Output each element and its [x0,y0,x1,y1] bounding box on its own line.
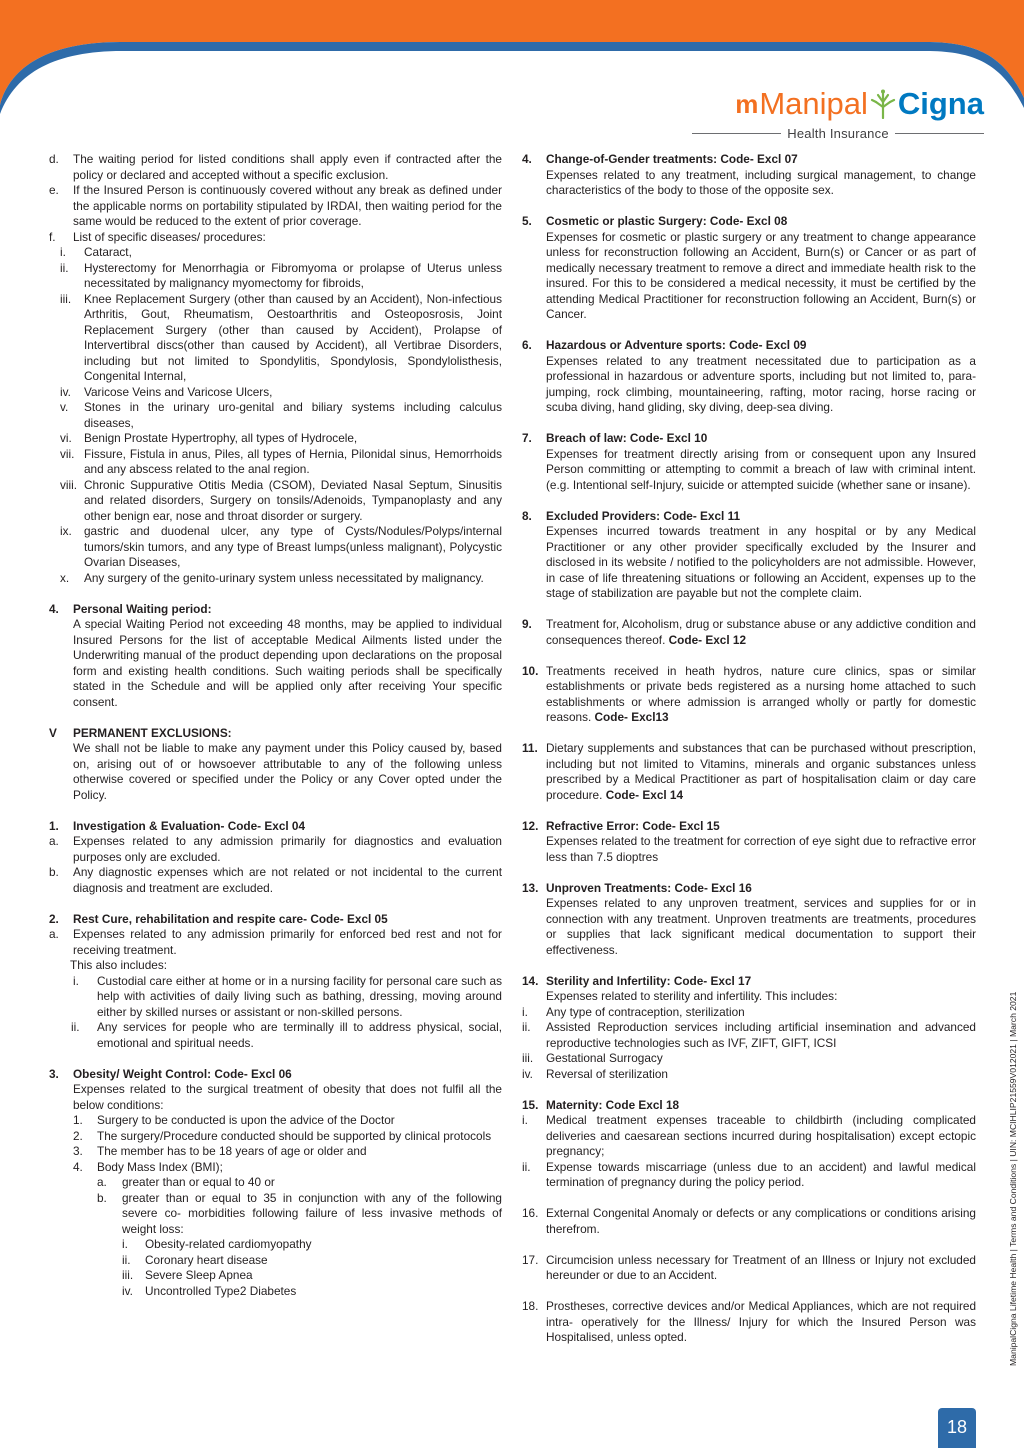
section-heading: Sterility and Infertility: Code- Excl 17 [546,973,752,988]
exclusion-5: 5. Cosmetic or plastic Surgery: Code- Excl 08 Expenses for cosmetic or plastic surgery or any treatment to change appearance unless for reconstruction following an Accident, Burn(s) or Cancer or as part of medically necessary treatment to remove a direct and immediate health risk to the insured. For this to be considered a medical necessity, it must be certified by the attending Medical Practitioner for reconstruction following an Accident, Burn(s) or Cancer. [522,214,976,321]
list-item: ii. Hysterectomy for Menorrhagia or Fibromyoma or prolapse of Uterus unless necessitated by malignancy myomectomy for fibroids, [60,260,502,290]
list-item: vii. Fissure, Fistula in anus, Piles, all types of Hernia, Pilonidal sinus, Hemorrhoids and any abscess related to the anal region. [60,446,502,476]
section-permanent-exclusions: V PERMANENT EXCLUSIONS: We shall not be liable to make any payment under this Policy caused by, based on, arising out of or howsoever attributable to any of the following unless otherwise covered or specified under the Policy or any Cover opted under the Policy. [49,725,502,802]
list-item: b. greater than or equal to 35 in conjunction with any of the following severe co- morbidities following failure of less invasive methods of weight loss: [97,1190,502,1236]
list-item: v. Stones in the urinary uro-genital and biliary systems including calculus diseases, [60,400,502,430]
list-item: 3. The member has to be 18 years of age or older and [73,1144,367,1158]
list-item: 2. The surgery/Procedure conducted should be supported by clinical protocols [73,1128,492,1143]
list-item: b. Any diagnostic expenses which are not related or not incidental to the current diagnosis and treatment are excluded. [49,865,502,895]
exclusion-1: 1. Investigation & Evaluation- Code- Excl 04 a. Expenses related to any admission primarily for diagnostics and evaluation purposes only are excluded. b. Any diagnostic expenses which are not related or not incidental to the current diagnosis and treatment are excluded. [49,818,502,895]
page-number: 18 [938,1408,976,1448]
exclusion-code: Code- Excl 14 [605,787,684,802]
list-item: i. Custodial care either at home or in a nursing facility for personal care such as help with activities of daily living such as bathing, dressing, moving around either by skilled nurses or assistant or non-skilled persons. [73,973,502,1019]
list-item: a. Expenses related to any admission primarily for enforced bed rest and not for receiving treatment. [49,927,502,957]
logo-mark: m [735,88,757,119]
list-item: iii. Knee Replacement Surgery (other than caused by an Accident), Non-infectious Arthritis, Gout, Rheumatism, Oestoarthritis and Osteoposrosis, Joint Replacement Surgery (other than caused by Accident), Prolapse of Intervertibral discs(other than caused by Accident), all Vertibrae Disorders, including but not limited to Spondylitis, Spondylosis, Spondylolisthesis, Congenital Internal, [60,291,502,383]
exclusion-6: 6. Hazardous or Adventure sports: Code- Excl 09 Expenses related to any treatment necessitated due to participation as a professional in hazardous or adventure sports, including but not limited to, para-jumping, rock climbing, mountaineering, rafting, motor racing, horse racing or scuba diving, hand gliding, sky diving, deep-sea diving. [522,338,976,414]
document-reference: ManipalCigna Lifetime Health | Terms and Conditions | UIN: MCIHLIP21559V012021 | March 2021 [1008,991,1018,1366]
list-item: viii. Chronic Suppurative Otitis Media (CSOM), Deviated Nasal Septum, Sinusitis and related disorders, Surgery on tonsils/Adenoids, Tympanoplasty and any other benign ear, nose and throat disorder or surgery. [60,477,502,523]
list-item: i. Any type of contraception, sterilization [522,1004,745,1019]
list-item: ix. gastric and duodenal ulcer, any type of Cysts/Nodules/Polyps/internal tumors/skin tumors, and any type of Breast lumps(unless malignant), Polycystic Ovarian Diseases, [60,524,502,569]
section-heading: PERMANENT EXCLUSIONS: [73,725,232,740]
list-item: iv. Varicose Veins and Varicose Ulcers, [60,384,273,399]
list-item: ii. Any services for people who are terminally ill to address physical, social, emotional and spiritual needs. [71,1020,502,1050]
section-heading: Personal Waiting period: [73,601,212,616]
exclusion-3: 3. Obesity/ Weight Control: Code- Excl 06 Expenses related to the surgical treatment of obesity that does not fulfil all the below conditions: 1. Surgery to be conducted is upon the advice of the Doctor 2. The surgery/Procedure conducted should be supported by clinical protocols 3. The member has to be 18 years of age or older and 4. Body Mass Index (BMI); a. greater than or equal to 40 or b. greater than or equal to 35 in conjunction with any of the following severe co- morbidities following failure of less invasive methods of weight loss: i. Obesity-related cardiomyopathy ii. Coronary heart disease iii. Severe Sleep Apnea iv. Uncontrolled Type2 Diabetes [49,1066,502,1298]
section-heading: Investigation & Evaluation- Code- Excl 04 [73,818,306,833]
list-item: iii. Severe Sleep Apnea [122,1268,253,1282]
list-item: a. Expenses related to any admission primarily for diagnostics and evaluation purposes only are excluded. [49,834,502,864]
exclusion-code: Code- Excl 12 [668,632,747,647]
exclusion-11: 11. Dietary supplements and substances that can be purchased without prescription, including but not limited to Vitamins, minerals and organic substances unless prescribed by a Medical Practitioner as part of hospitalisation claim or day care procedure. Code- Excl 14 [522,741,976,802]
divider [692,133,781,134]
logo-text-cigna: Cigna [897,86,984,121]
exclusion-10: 10. Treatments received in heath hydros, nature cure clinics, spas or similar establishments or private beds registered as a nursing home attached to such establishments or where admission is arranged wholly or partly for domestic reasons. Code- Excl13 [522,663,976,724]
logo-tagline: Health Insurance [787,126,889,141]
exclusion-18: 18. Prostheses, corrective devices and/or Medical Appliances, which are not required intra- operatively for the Illness/ Injury for which the Insured Person was Hospitalised, unless opted. [522,1299,976,1344]
section-heading: Excluded Providers: Code- Excl 11 [546,508,741,523]
exclusion-13: 13. Unproven Treatments: Code- Excl 16 Expenses related to any unproven treatment, services and supplies for or in connection with any treatment. Unproven treatments are treatments, procedures or supplies that lack significant medical documentation to support their effectiveness. [522,880,976,957]
exclusion-4: 4. Change-of-Gender treatments: Code- Excl 07 Expenses related to any treatment, including surgical management, to change characteristics of the body to those of the opposite sex. [522,152,976,197]
exclusion-9: 9. Treatment for, Alcoholism, drug or substance abuse or any addictive condition and consequences thereof. Code- Excl 12 [522,617,976,647]
list-item: ii. Assisted Reproduction services including artificial insemination and advanced reproductive technologies such as IVF, ZIFT, GIFT, ICSI [522,1020,976,1050]
list-item: iv. Reversal of sterilization [522,1066,668,1081]
section-heading: Refractive Error: Code- Excl 15 [546,818,720,833]
list-item: vi. Benign Prostate Hypertrophy, all types of Hydrocele, [60,431,358,445]
section-heading: Unproven Treatments: Code- Excl 16 [546,880,752,895]
list-item: 4. Body Mass Index (BMI); [73,1159,223,1174]
section-personal-waiting: 4. Personal Waiting period: A special Waiting Period not exceeding 48 months, may be applied to individual Insured Persons for the list of acceptable Medical Ailments listed under the Underwriting manual of the product depending upon declarations on the proposal form and existing health conditions. Such waiting periods shall be specifically stated in the Schedule and will be applied only after receiving Your specific consent. [49,601,502,709]
list-item: iii. Gestational Surrogacy [522,1051,663,1065]
tree-icon [870,89,896,119]
exclusion-15: 15. Maternity: Code Excl 18 i. Medical treatment expenses traceable to childbirth (including complicated deliveries and caesarean sections incurred during hospitalisation) except ectopic pregnancy; ii. Expense towards miscarriage (unless due to an accident) and lawful medical termination of pregnancy during the policy period. [522,1097,976,1189]
exclusion-2: 2. Rest Cure, rehabilitation and respite care- Code- Excl 05 a. Expenses related to any admission primarily for enforced bed rest and not for receiving treatment. This also includes: i. Custodial care either at home or in a nursing facility for personal care such as help with activities of daily living such as bathing, dressing, moving around either by skilled nurses or assistant or non-skilled persons. ii. Any services for people who are terminally ill to address physical, social, emotional and spiritual needs. [49,911,502,1050]
exclusion-14: 14. Sterility and Infertility: Code- Excl 17 Expenses related to sterility and infertility. This includes: i. Any type of contraception, sterilization ii. Assisted Reproduction services including artificial insemination and advanced reproductive technologies such as IVF, ZIFT, GIFT, ICSI iii. Gestational Surrogacy iv. Reversal of sterilization [522,973,976,1081]
list-item: d. The waiting period for listed conditions shall apply even if contracted after the policy or declared and accepted without a specific exclusion. [49,152,502,182]
list-item: iv. Uncontrolled Type2 Diabetes [122,1283,297,1298]
exclusion-16: 16. External Congenital Anomaly or defects or any complications or conditions arising therefrom. [522,1206,976,1236]
right-column [522,152,976,1346]
exclusion-17: 17. Circumcision unless necessary for Treatment of an Illness or Injury not excluded hereunder or due to an Accident. [522,1252,976,1282]
section-heading: Rest Cure, rehabilitation and respite care- Code- Excl 05 [73,911,388,926]
section-heading: Hazardous or Adventure sports: Code- Excl 09 [546,338,807,352]
specific-diseases-list [49,245,502,586]
list-item: 1. Surgery to be conducted is upon the advice of the Doctor [73,1113,395,1127]
list-item: i. Medical treatment expenses traceable to childbirth (including complicated deliveries and caesarean sections incurred during hospitalisation) except ectopic pregnancy; [522,1113,976,1158]
section-heading: Change-of-Gender treatments: Code- Excl 07 [546,152,798,166]
exclusion-8: 8. Excluded Providers: Code- Excl 11 Expenses incurred towards treatment in any hospital or by any Medical Practitioner or any other provider specifically excluded by the Insurer and disclosed in its website / notified to the policyholders are not admissible. However, in case of life threatening situations or following an Accident, expenses up to the stage of stabilization are payable but not the complete claim. [522,508,976,600]
exclusion-12: 12. Refractive Error: Code- Excl 15 Expenses related to the treatment for correction of eye sight due to refractive error less than 7.5 dioptres [522,818,976,864]
list-item: x. Any surgery of the genito-urinary system unless necessitated by malignancy. [60,570,484,585]
list-item: ii. Expense towards miscarriage (unless due to an accident) and lawful medical termination of pregnancy during the policy period. [522,1159,976,1189]
list-item: i. Obesity-related cardiomyopathy [122,1237,312,1251]
list-item: f. List of specific diseases/ procedures: [49,229,266,244]
divider [895,133,984,134]
list-item: a. greater than or equal to 40 or [97,1175,275,1189]
exclusion-7: 7. Breach of law: Code- Excl 10 Expenses for treatment directly arising from or consequent upon any Insured Person committing or attempting to commit a breach of law with criminal intent. (e.g. Intentional self-Injury, suicide or attempted suicide (whether sane or insane). [522,431,976,492]
brand-logo [684,82,984,144]
logo-text-manipal: Manipal [759,86,868,121]
left-column [49,152,502,1299]
list-item: i. Cataract, [60,245,132,259]
section-heading: Maternity: Code Excl 18 [546,1097,680,1112]
section-heading: Obesity/ Weight Control: Code- Excl 06 [73,1066,292,1081]
logo-tagline-row [692,126,984,141]
section-heading: Breach of law: Code- Excl 10 [546,431,708,445]
list-item: e. If the Insured Person is continuously covered without any break as defined under the applicable norms on portability stipulated by IRDAI, then waiting period for the same would be reduced to the extent of prior coverage. [49,183,502,228]
list-item: ii. Coronary heart disease [122,1252,268,1267]
exclusion-code: Code- Excl13 [594,710,669,724]
section-heading: Cosmetic or plastic Surgery: Code- Excl 08 [546,214,788,228]
